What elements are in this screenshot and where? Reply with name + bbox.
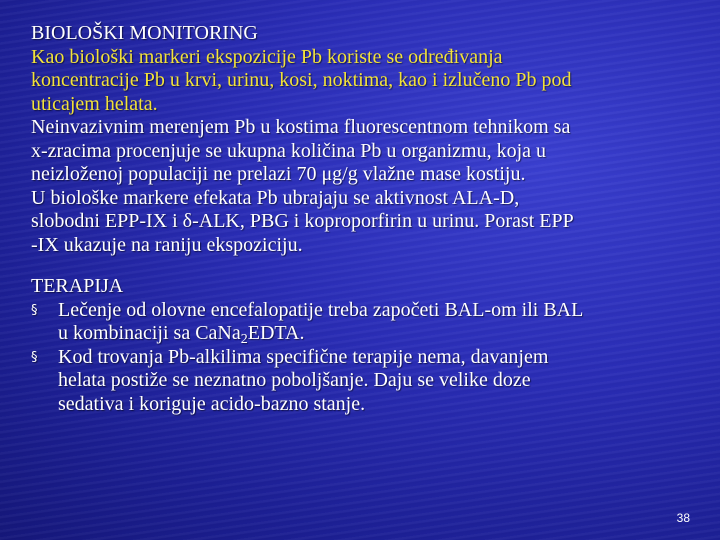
bullet-item	[31, 346, 696, 417]
bullet-text-line: Kod trovanja Pb-alkilima specifične terapije nema, davanjem	[58, 345, 549, 368]
bullet-text-line: helata postiže se neznatno poboljšanje. Daju se velike doze	[58, 369, 531, 391]
bullet-text-line: Lečenje od olovne encefalopatije treba započeti BAL-om ili BAL	[58, 298, 584, 321]
bullet-text-line: sedativa i koriguje acido-bazno stanje.	[58, 392, 366, 415]
body-text-line: U biološke markere efekata Pb ubrajaju se aktivnost ALA-D,	[31, 186, 520, 209]
slide-title: BIOLOŠKI MONITORING	[31, 22, 258, 44]
spacer	[31, 257, 696, 275]
body-text-line: Neinvazivnim merenjem Pb u kostima fluorescentnom tehnikom sa	[31, 116, 571, 138]
bullet-marker-icon: §	[31, 302, 38, 318]
subscript: 2	[240, 332, 248, 347]
body-text-line: x-zracima procenjuje se ukupna količina Pb u organizmu, koja u	[31, 139, 547, 162]
therapy-heading: TERAPIJA	[31, 275, 124, 297]
yellow-text-line: koncentracije Pb u krvi, urinu, kosi, noktima, kao i izlučeno Pb pod	[31, 69, 572, 91]
bullet-marker-icon: §	[31, 349, 38, 365]
bullet-item	[31, 299, 696, 346]
body-text-line: -IX ukazuje na raniju ekspoziciju.	[31, 233, 303, 256]
page-number: 38	[676, 511, 690, 525]
bullet-text-part: u kombinaciji sa CaNa	[58, 322, 241, 344]
bullet-text-line	[58, 322, 696, 346]
bullet-text-part: EDTA.	[247, 322, 305, 344]
body-text-line: slobodni EPP-IX i δ-ALK, PBG i koproporfirin u urinu. Porast EPP	[31, 210, 574, 232]
yellow-text-line: uticajem helata.	[31, 92, 158, 115]
yellow-text-line: Kao biološki markeri ekspozicije Pb koriste se određivanja	[31, 45, 503, 68]
body-text-line: neizloženoj populaciji ne prelazi 70 μg/g vlažne mase kostiju.	[31, 163, 526, 185]
slide-text-block	[31, 22, 696, 416]
